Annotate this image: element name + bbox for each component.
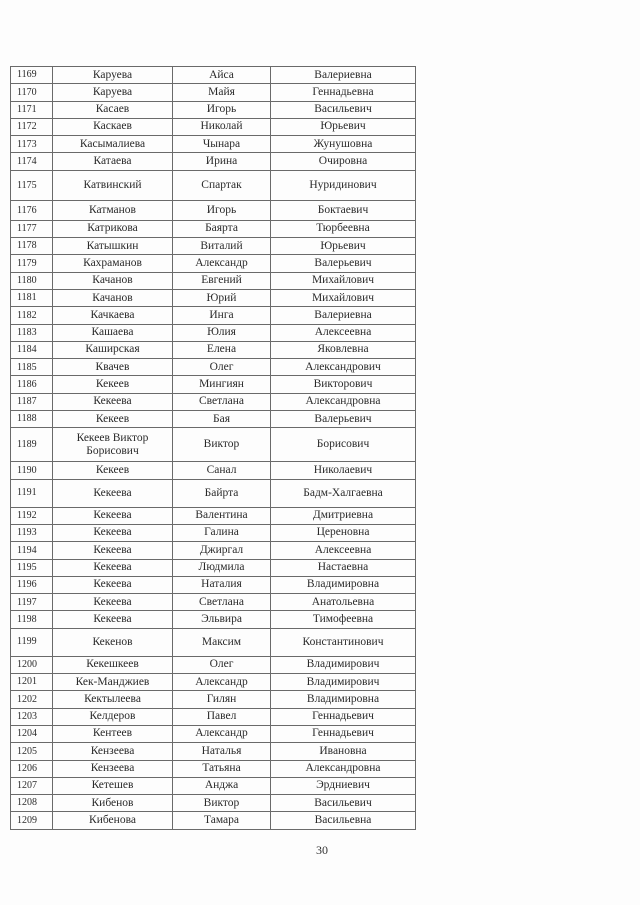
names-table-body (11, 67, 416, 830)
first-name-cell: Олег (173, 656, 271, 673)
row-number-cell: 1185 (11, 359, 53, 376)
patronymic-cell: Анатольевна (271, 594, 416, 611)
first-name-cell: Тамара (173, 812, 271, 829)
first-name-cell: Чынара (173, 136, 271, 153)
table-row (11, 812, 416, 829)
row-number-cell: 1203 (11, 708, 53, 725)
first-name-cell: Джиргал (173, 542, 271, 559)
table-row (11, 359, 416, 376)
row-number-cell: 1193 (11, 524, 53, 541)
patronymic-cell: Валерьевич (271, 255, 416, 272)
surname-cell: Кекеева (53, 507, 173, 524)
table-row (11, 255, 416, 272)
surname-cell: Катаева (53, 153, 173, 170)
first-name-cell: Майя (173, 84, 271, 101)
row-number-cell: 1209 (11, 812, 53, 829)
row-number-cell: 1208 (11, 795, 53, 812)
row-number-cell: 1171 (11, 101, 53, 118)
surname-cell: Кензеева (53, 760, 173, 777)
table-row (11, 341, 416, 358)
row-number-cell: 1190 (11, 462, 53, 479)
table-row (11, 691, 416, 708)
row-number-cell: 1172 (11, 118, 53, 135)
surname-cell: Кибенова (53, 812, 173, 829)
table-row (11, 611, 416, 628)
row-number-cell: 1197 (11, 594, 53, 611)
row-number-cell: 1184 (11, 341, 53, 358)
patronymic-cell: Геннадьевич (271, 708, 416, 725)
patronymic-cell: Владимировна (271, 691, 416, 708)
row-number-cell: 1170 (11, 84, 53, 101)
patronymic-cell: Борисович (271, 428, 416, 462)
surname-cell: Катрикова (53, 220, 173, 237)
patronymic-cell: Эрдниевич (271, 777, 416, 794)
surname-cell: Качкаева (53, 307, 173, 324)
first-name-cell: Олег (173, 359, 271, 376)
row-number-cell: 1191 (11, 479, 53, 507)
first-name-cell: Санал (173, 462, 271, 479)
first-name-cell: Спартак (173, 170, 271, 200)
row-number-cell: 1173 (11, 136, 53, 153)
first-name-cell: Людмила (173, 559, 271, 576)
table-row (11, 725, 416, 742)
first-name-cell: Евгений (173, 272, 271, 289)
patronymic-cell: Ивановна (271, 743, 416, 760)
patronymic-cell: Николаевич (271, 462, 416, 479)
surname-cell: Кашаева (53, 324, 173, 341)
first-name-cell: Галина (173, 524, 271, 541)
row-number-cell: 1179 (11, 255, 53, 272)
surname-cell: Кек-Манджиев (53, 674, 173, 691)
first-name-cell: Гилян (173, 691, 271, 708)
surname-cell: Касымалиева (53, 136, 173, 153)
row-number-cell: 1207 (11, 777, 53, 794)
patronymic-cell: Тимофеевна (271, 611, 416, 628)
first-name-cell: Елена (173, 341, 271, 358)
row-number-cell: 1176 (11, 200, 53, 220)
surname-cell: Кетешев (53, 777, 173, 794)
surname-cell: Кекеева (53, 393, 173, 410)
table-row (11, 153, 416, 170)
table-row (11, 118, 416, 135)
row-number-cell: 1206 (11, 760, 53, 777)
row-number-cell: 1199 (11, 628, 53, 656)
table-row (11, 542, 416, 559)
row-number-cell: 1178 (11, 238, 53, 255)
first-name-cell: Наталия (173, 576, 271, 593)
surname-cell: Кекеева (53, 524, 173, 541)
surname-cell: Катышкин (53, 238, 173, 255)
patronymic-cell: Михайлович (271, 272, 416, 289)
row-number-cell: 1196 (11, 576, 53, 593)
table-row (11, 594, 416, 611)
table-row (11, 376, 416, 393)
surname-cell: Каширская (53, 341, 173, 358)
surname-cell: Кибенов (53, 795, 173, 812)
table-row (11, 576, 416, 593)
patronymic-cell: Геннадьевич (271, 725, 416, 742)
surname-cell: Кекешкеев (53, 656, 173, 673)
surname-cell: Кекеева (53, 542, 173, 559)
first-name-cell: Ирина (173, 153, 271, 170)
surname-cell: Каруева (53, 84, 173, 101)
first-name-cell: Виктор (173, 428, 271, 462)
patronymic-cell: Жунушовна (271, 136, 416, 153)
table-row (11, 136, 416, 153)
table-row (11, 393, 416, 410)
first-name-cell: Инга (173, 307, 271, 324)
first-name-cell: Мингиян (173, 376, 271, 393)
row-number-cell: 1205 (11, 743, 53, 760)
first-name-cell: Светлана (173, 393, 271, 410)
table-row (11, 777, 416, 794)
table-row (11, 220, 416, 237)
first-name-cell: Виталий (173, 238, 271, 255)
first-name-cell: Игорь (173, 101, 271, 118)
row-number-cell: 1175 (11, 170, 53, 200)
table-row (11, 238, 416, 255)
first-name-cell: Эльвира (173, 611, 271, 628)
first-name-cell: Павел (173, 708, 271, 725)
surname-cell: Качанов (53, 289, 173, 306)
patronymic-cell: Юрьевич (271, 238, 416, 255)
patronymic-cell: Константинович (271, 628, 416, 656)
patronymic-cell: Боктаевич (271, 200, 416, 220)
row-number-cell: 1204 (11, 725, 53, 742)
table-row (11, 559, 416, 576)
patronymic-cell: Нуридинович (271, 170, 416, 200)
surname-cell: Кектылеева (53, 691, 173, 708)
patronymic-cell: Васильевич (271, 795, 416, 812)
row-number-cell: 1182 (11, 307, 53, 324)
patronymic-cell: Александровна (271, 393, 416, 410)
surname-cell: Катманов (53, 200, 173, 220)
surname-cell: Кекеев Виктор Борисович (53, 428, 173, 462)
patronymic-cell: Дмитриевна (271, 507, 416, 524)
surname-cell: Кекеев (53, 376, 173, 393)
first-name-cell: Айса (173, 67, 271, 84)
surname-cell: Кахраманов (53, 255, 173, 272)
first-name-cell: Анджа (173, 777, 271, 794)
table-row (11, 674, 416, 691)
table-row (11, 200, 416, 220)
patronymic-cell: Александровна (271, 760, 416, 777)
table-row (11, 760, 416, 777)
row-number-cell: 1174 (11, 153, 53, 170)
patronymic-cell: Валерьевич (271, 411, 416, 428)
row-number-cell: 1181 (11, 289, 53, 306)
patronymic-cell: Владимирович (271, 656, 416, 673)
table-row (11, 479, 416, 507)
surname-cell: Кекеева (53, 611, 173, 628)
row-number-cell: 1183 (11, 324, 53, 341)
row-number-cell: 1195 (11, 559, 53, 576)
first-name-cell: Юлия (173, 324, 271, 341)
row-number-cell: 1187 (11, 393, 53, 410)
patronymic-cell: Алексеевна (271, 324, 416, 341)
first-name-cell: Александр (173, 725, 271, 742)
patronymic-cell: Викторович (271, 376, 416, 393)
patronymic-cell: Очировна (271, 153, 416, 170)
surname-cell: Кекеева (53, 594, 173, 611)
patronymic-cell: Владимировна (271, 576, 416, 593)
table-row (11, 428, 416, 462)
page-number: 30 (316, 843, 328, 857)
row-number-cell: 1201 (11, 674, 53, 691)
row-number-cell: 1200 (11, 656, 53, 673)
patronymic-cell: Яковлевна (271, 341, 416, 358)
patronymic-cell: Алексеевна (271, 542, 416, 559)
table-row (11, 656, 416, 673)
table-row (11, 170, 416, 200)
patronymic-cell: Бадм-Халгаевна (271, 479, 416, 507)
patronymic-cell: Валериевна (271, 67, 416, 84)
table-row (11, 101, 416, 118)
first-name-cell: Юрий (173, 289, 271, 306)
table-row (11, 307, 416, 324)
first-name-cell: Наталья (173, 743, 271, 760)
patronymic-cell: Юрьевич (271, 118, 416, 135)
first-name-cell: Игорь (173, 200, 271, 220)
table-row (11, 462, 416, 479)
surname-cell: Каскаев (53, 118, 173, 135)
first-name-cell: Байрта (173, 479, 271, 507)
surname-cell: Кензеева (53, 743, 173, 760)
first-name-cell: Светлана (173, 594, 271, 611)
table-row (11, 708, 416, 725)
surname-cell: Кекеева (53, 559, 173, 576)
first-name-cell: Виктор (173, 795, 271, 812)
surname-cell: Кекеев (53, 462, 173, 479)
surname-cell: Кекеев (53, 411, 173, 428)
table-row (11, 324, 416, 341)
first-name-cell: Александр (173, 674, 271, 691)
table-row (11, 743, 416, 760)
first-name-cell: Валентина (173, 507, 271, 524)
patronymic-cell: Михайлович (271, 289, 416, 306)
row-number-cell: 1194 (11, 542, 53, 559)
first-name-cell: Бая (173, 411, 271, 428)
row-number-cell: 1180 (11, 272, 53, 289)
table-row (11, 67, 416, 84)
surname-cell: Кекеева (53, 479, 173, 507)
patronymic-cell: Васильевна (271, 812, 416, 829)
surname-cell: Кекенов (53, 628, 173, 656)
patronymic-cell: Александрович (271, 359, 416, 376)
table-row (11, 524, 416, 541)
table-row (11, 411, 416, 428)
row-number-cell: 1202 (11, 691, 53, 708)
first-name-cell: Татьяна (173, 760, 271, 777)
patronymic-cell: Валериевна (271, 307, 416, 324)
patronymic-cell: Геннадьевна (271, 84, 416, 101)
first-name-cell: Александр (173, 255, 271, 272)
row-number-cell: 1169 (11, 67, 53, 84)
surname-cell: Качанов (53, 272, 173, 289)
table-row (11, 628, 416, 656)
surname-cell: Квачев (53, 359, 173, 376)
names-table (10, 66, 416, 830)
patronymic-cell: Васильевич (271, 101, 416, 118)
row-number-cell: 1198 (11, 611, 53, 628)
table-row (11, 272, 416, 289)
first-name-cell: Баярта (173, 220, 271, 237)
row-number-cell: 1189 (11, 428, 53, 462)
patronymic-cell: Владимирович (271, 674, 416, 691)
surname-cell: Кентеев (53, 725, 173, 742)
first-name-cell: Максим (173, 628, 271, 656)
first-name-cell: Николай (173, 118, 271, 135)
patronymic-cell: Настаевна (271, 559, 416, 576)
row-number-cell: 1188 (11, 411, 53, 428)
surname-cell: Кекеева (53, 576, 173, 593)
table-row (11, 507, 416, 524)
patronymic-cell: Цереновна (271, 524, 416, 541)
table-row (11, 84, 416, 101)
surname-cell: Келдеров (53, 708, 173, 725)
surname-cell: Катвинский (53, 170, 173, 200)
patronymic-cell: Тюрбеевна (271, 220, 416, 237)
row-number-cell: 1177 (11, 220, 53, 237)
surname-cell: Касаев (53, 101, 173, 118)
row-number-cell: 1192 (11, 507, 53, 524)
table-row (11, 795, 416, 812)
table-row (11, 289, 416, 306)
surname-cell: Каруева (53, 67, 173, 84)
row-number-cell: 1186 (11, 376, 53, 393)
